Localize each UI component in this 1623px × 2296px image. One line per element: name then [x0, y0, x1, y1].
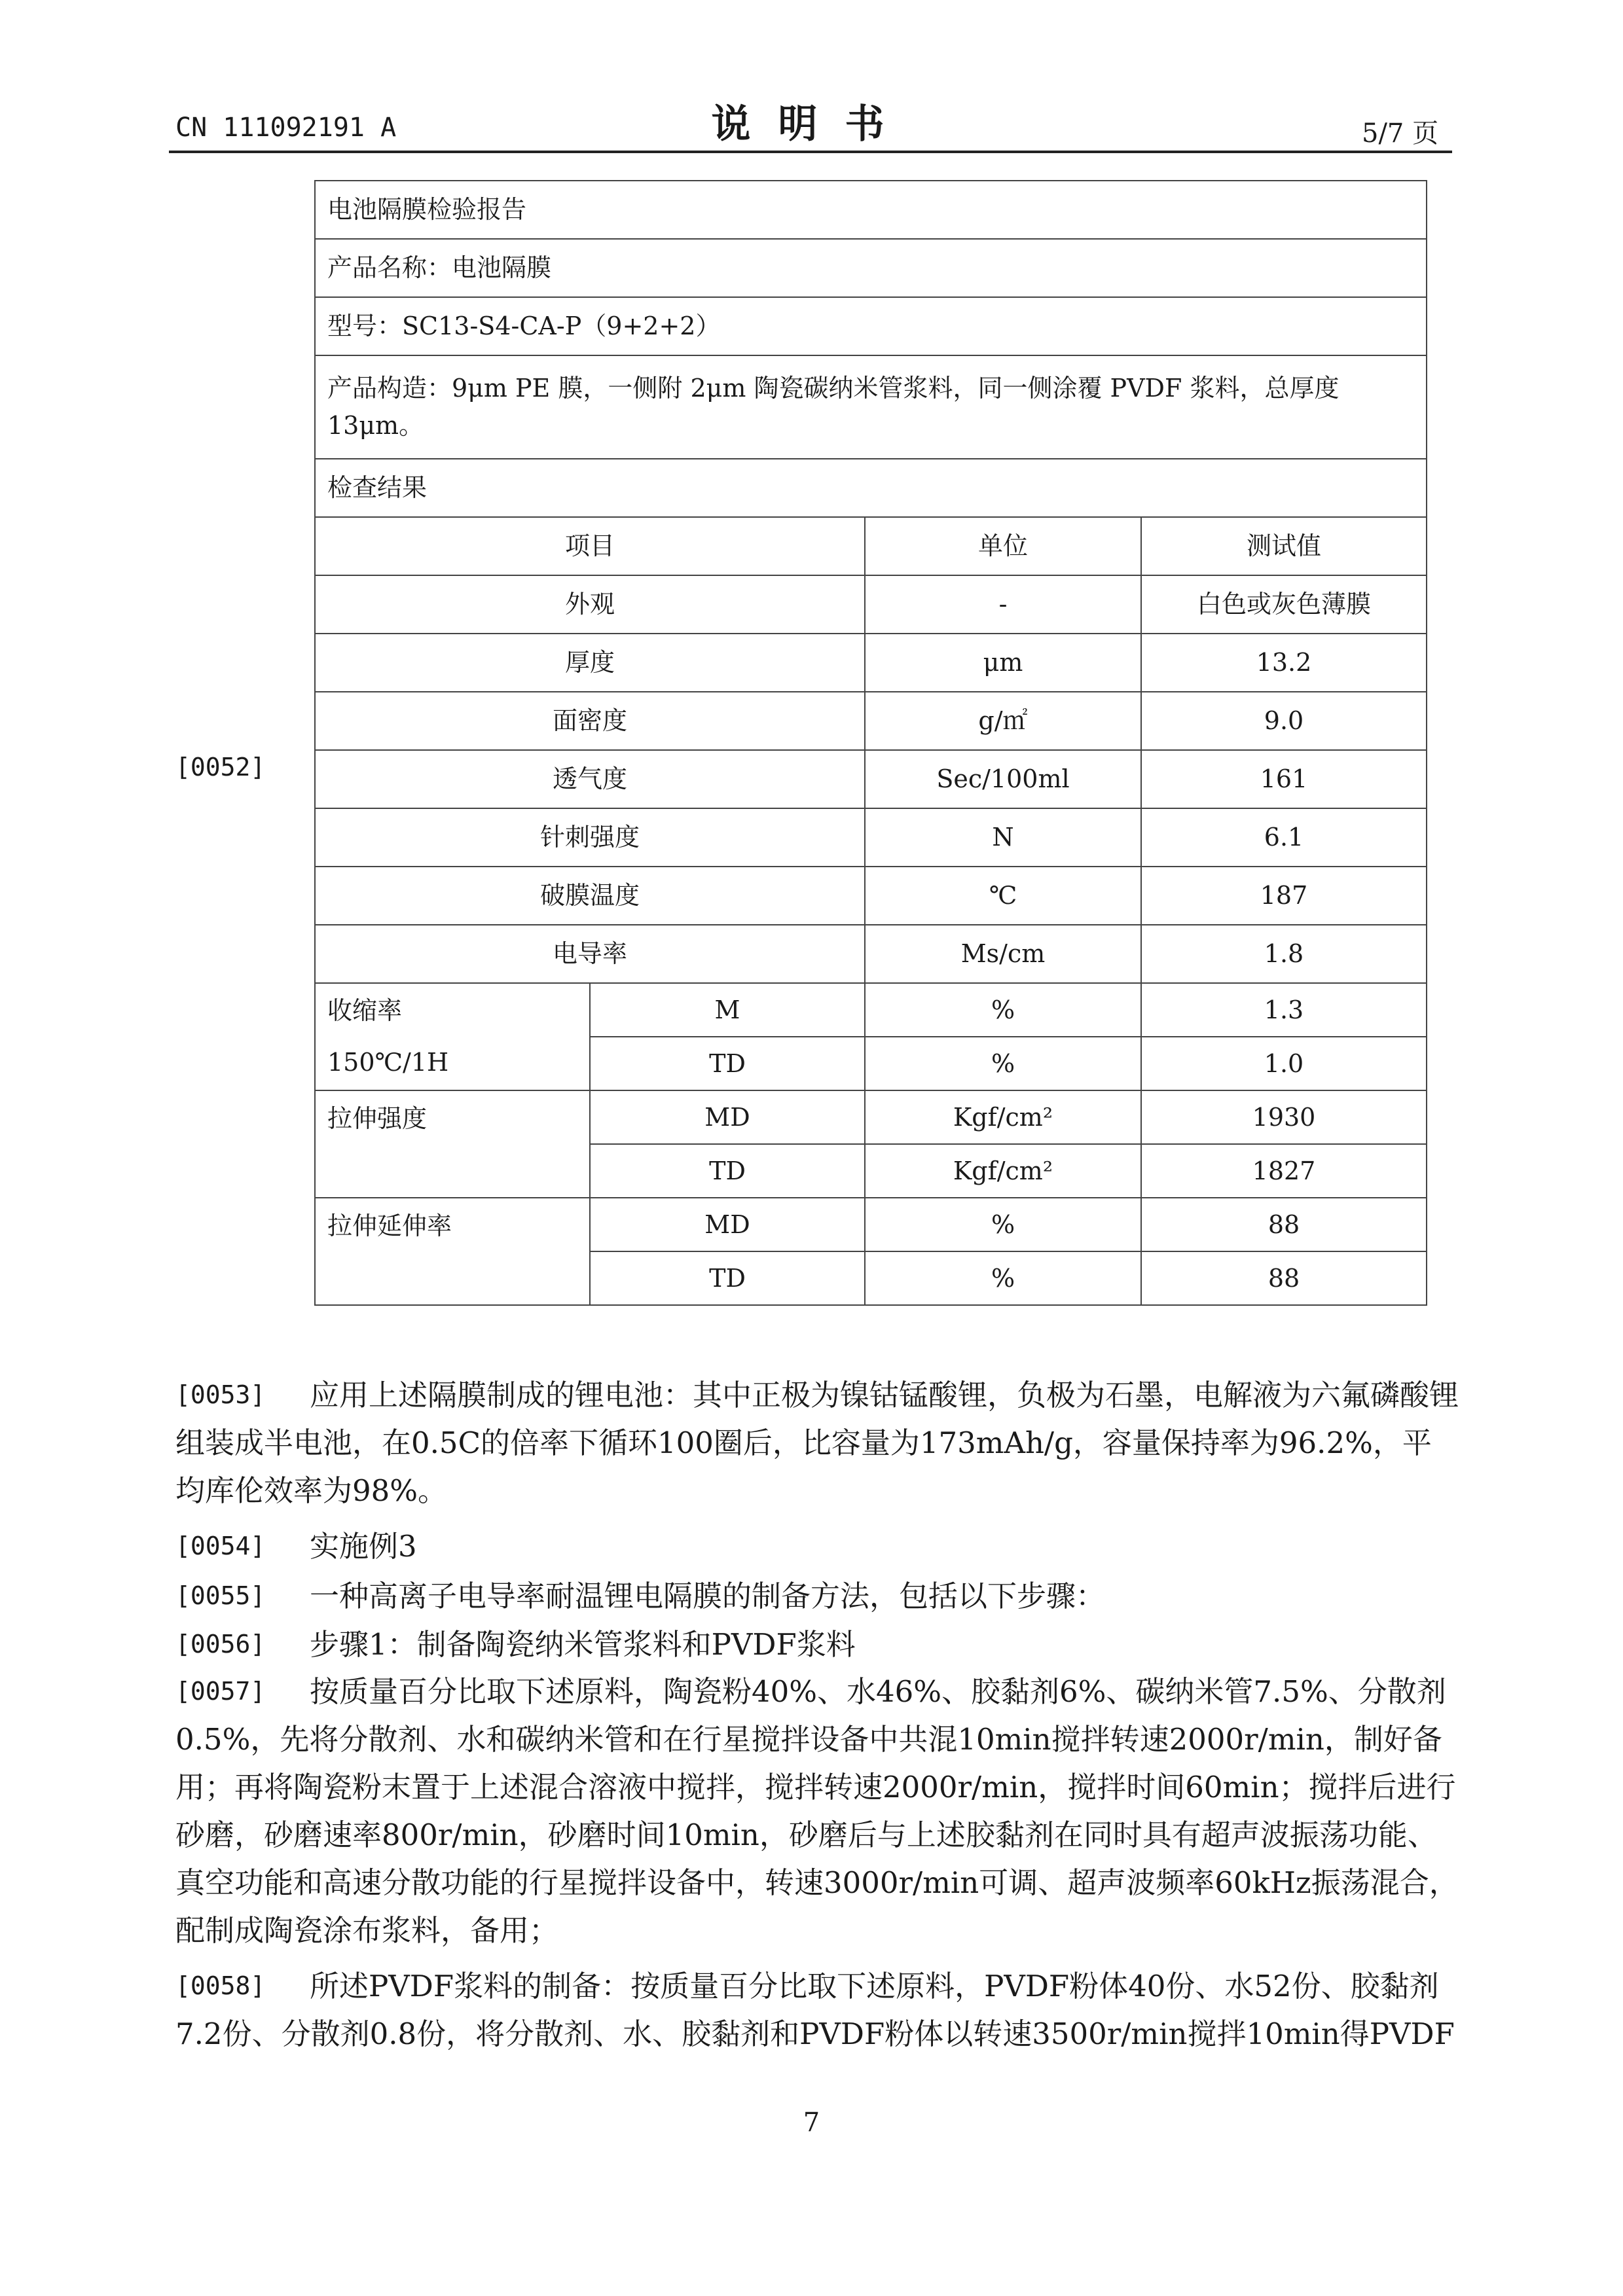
paragraph-text: 应用上述隔膜制成的锂电池：其中正极为镍钴锰酸锂，负极为石墨，电解液为六氟磷酸锂组装成半电池，在0.5C的倍率下循环100圈后，比容量为173mAh/g，容量保持率为96.2%，平均库伦效率为98%。	[175, 1378, 1459, 1508]
unit-cell: %	[865, 983, 1141, 1037]
table-header-row	[315, 517, 1427, 575]
elongation-label: 拉伸延伸率	[315, 1198, 590, 1305]
value-cell: 88	[1141, 1198, 1427, 1251]
paragraph-text: 一种高离子电导率耐温锂电隔膜的制备方法，包括以下步骤：	[310, 1579, 1106, 1613]
page-indicator: 5/7 页	[1362, 118, 1439, 149]
inspection-report-table	[314, 180, 1427, 1306]
paragraph-number: [0057]	[175, 1677, 266, 1706]
paragraph-number: [0056]	[175, 1630, 266, 1659]
unit-cell: Kgf/cm²	[865, 1090, 1141, 1144]
paragraph-number: [0058]	[175, 1971, 266, 2000]
value-cell: 13.2	[1141, 634, 1427, 692]
value-cell: 1.8	[1141, 925, 1427, 983]
item-cell: 破膜温度	[315, 867, 865, 925]
paragraph-number: [0053]	[175, 1380, 266, 1409]
unit-cell: g/㎡	[865, 692, 1141, 750]
paragraph-text: 实施例3	[310, 1529, 417, 1564]
unit-cell: Ms/cm	[865, 925, 1141, 983]
unit-cell: μm	[865, 634, 1141, 692]
shrinkage-label: 收缩率	[327, 996, 403, 1025]
unit-cell: Kgf/cm²	[865, 1144, 1141, 1198]
unit-cell: Sec/100ml	[865, 750, 1141, 808]
shrinkage-label-cell	[315, 983, 590, 1090]
paragraph	[175, 1962, 1459, 2058]
value-cell: 白色或灰色薄膜	[1141, 575, 1427, 634]
direction-cell: TD	[590, 1037, 865, 1090]
item-cell: 外观	[315, 575, 865, 634]
table-row	[315, 808, 1427, 867]
value-cell: 161	[1141, 750, 1427, 808]
table-row	[315, 297, 1427, 355]
unit-cell: -	[865, 575, 1141, 634]
report-title: 电池隔膜检验报告	[315, 181, 1427, 239]
value-cell: 88	[1141, 1251, 1427, 1305]
value-cell: 1.3	[1141, 983, 1427, 1037]
product-name: 产品名称：电池隔膜	[315, 239, 1427, 297]
patent-number: CN 111092191 A	[175, 113, 397, 143]
item-cell: 厚度	[315, 634, 865, 692]
product-model: 型号：SC13-S4-CA-P（9+2+2）	[315, 297, 1427, 355]
table-row	[315, 1198, 1427, 1251]
paragraph-text: 按质量百分比取下述原料，陶瓷粉40%、水46%、胶黏剂6%、碳纳米管7.5%、分散剂0.5%，先将分散剂、水和碳纳米管和在行星搅拌设备中共混10min搅拌转速2000r/min，制好备用；再将陶瓷粉末置于上述混合溶液中搅拌，搅拌转速2000r/min，搅拌时间60min；搅拌后进行砂磨，砂磨速率800r/min，砂磨时间10min，砂磨后与上述胶黏剂在同时具有超声波振荡功能、真空功能和高速分散功能的行星搅拌设备中，转速3000r/min可调、超声波频率60kHz振荡混合，配制成陶瓷涂布浆料，备用；	[175, 1674, 1459, 1948]
table-row	[315, 867, 1427, 925]
item-cell: 透气度	[315, 750, 865, 808]
table-row	[315, 239, 1427, 297]
direction-cell: M	[590, 983, 865, 1037]
direction-cell: MD	[590, 1090, 865, 1144]
column-header: 项目	[315, 517, 865, 575]
table-row	[315, 355, 1427, 459]
column-header: 测试值	[1141, 517, 1427, 575]
product-construction: 产品构造：9μm PE 膜，一侧附 2μm 陶瓷碳纳米管浆料，同一侧涂覆 PVDF 浆料，总厚度 13μm。	[315, 355, 1427, 459]
paragraph-number: [0054]	[175, 1532, 266, 1560]
unit-cell: ℃	[865, 867, 1141, 925]
item-cell: 针刺强度	[315, 808, 865, 867]
table-row	[315, 1090, 1427, 1144]
value-cell: 1827	[1141, 1144, 1427, 1198]
paragraph	[175, 1522, 1459, 1570]
tensile-label: 拉伸强度	[315, 1090, 590, 1198]
paragraph	[175, 1572, 1459, 1620]
paragraph-text: 步骤1：制备陶瓷纳米管浆料和PVDF浆料	[310, 1627, 856, 1662]
page-number: 7	[803, 2108, 820, 2138]
paragraph	[175, 1371, 1459, 1515]
table-row	[315, 692, 1427, 750]
value-cell: 1930	[1141, 1090, 1427, 1144]
document-title: 说明书	[711, 101, 912, 147]
unit-cell: N	[865, 808, 1141, 867]
table-row	[315, 181, 1427, 239]
paragraph-text: 所述PVDF浆料的制备：按质量百分比取下述原料，PVDF粉体40份、水52份、胶黏剂7.2份、分散剂0.8份，将分散剂、水、胶黏剂和PVDF粉体以转速3500r/min搅拌10min得PVDF	[175, 1969, 1455, 2051]
unit-cell: %	[865, 1251, 1141, 1305]
paragraph	[175, 1621, 1459, 1668]
paragraph-number: [0055]	[175, 1581, 266, 1610]
item-cell: 电导率	[315, 925, 865, 983]
value-cell: 9.0	[1141, 692, 1427, 750]
results-label: 检查结果	[315, 459, 1427, 517]
table-row	[315, 575, 1427, 634]
table-row	[315, 983, 1427, 1037]
paragraph-number: [0052]	[175, 753, 266, 781]
item-cell: 面密度	[315, 692, 865, 750]
unit-cell: %	[865, 1198, 1141, 1251]
column-header: 单位	[865, 517, 1141, 575]
value-cell: 1.0	[1141, 1037, 1427, 1090]
table-row	[315, 925, 1427, 983]
header-divider	[169, 151, 1452, 153]
direction-cell: TD	[590, 1144, 865, 1198]
value-cell: 6.1	[1141, 808, 1427, 867]
paragraph	[175, 1668, 1459, 1954]
unit-cell: %	[865, 1037, 1141, 1090]
direction-cell: TD	[590, 1251, 865, 1305]
table-row	[315, 634, 1427, 692]
direction-cell: MD	[590, 1198, 865, 1251]
shrinkage-condition: 150℃/1H	[327, 1048, 449, 1077]
value-cell: 187	[1141, 867, 1427, 925]
table-row	[315, 459, 1427, 517]
table-row	[315, 750, 1427, 808]
